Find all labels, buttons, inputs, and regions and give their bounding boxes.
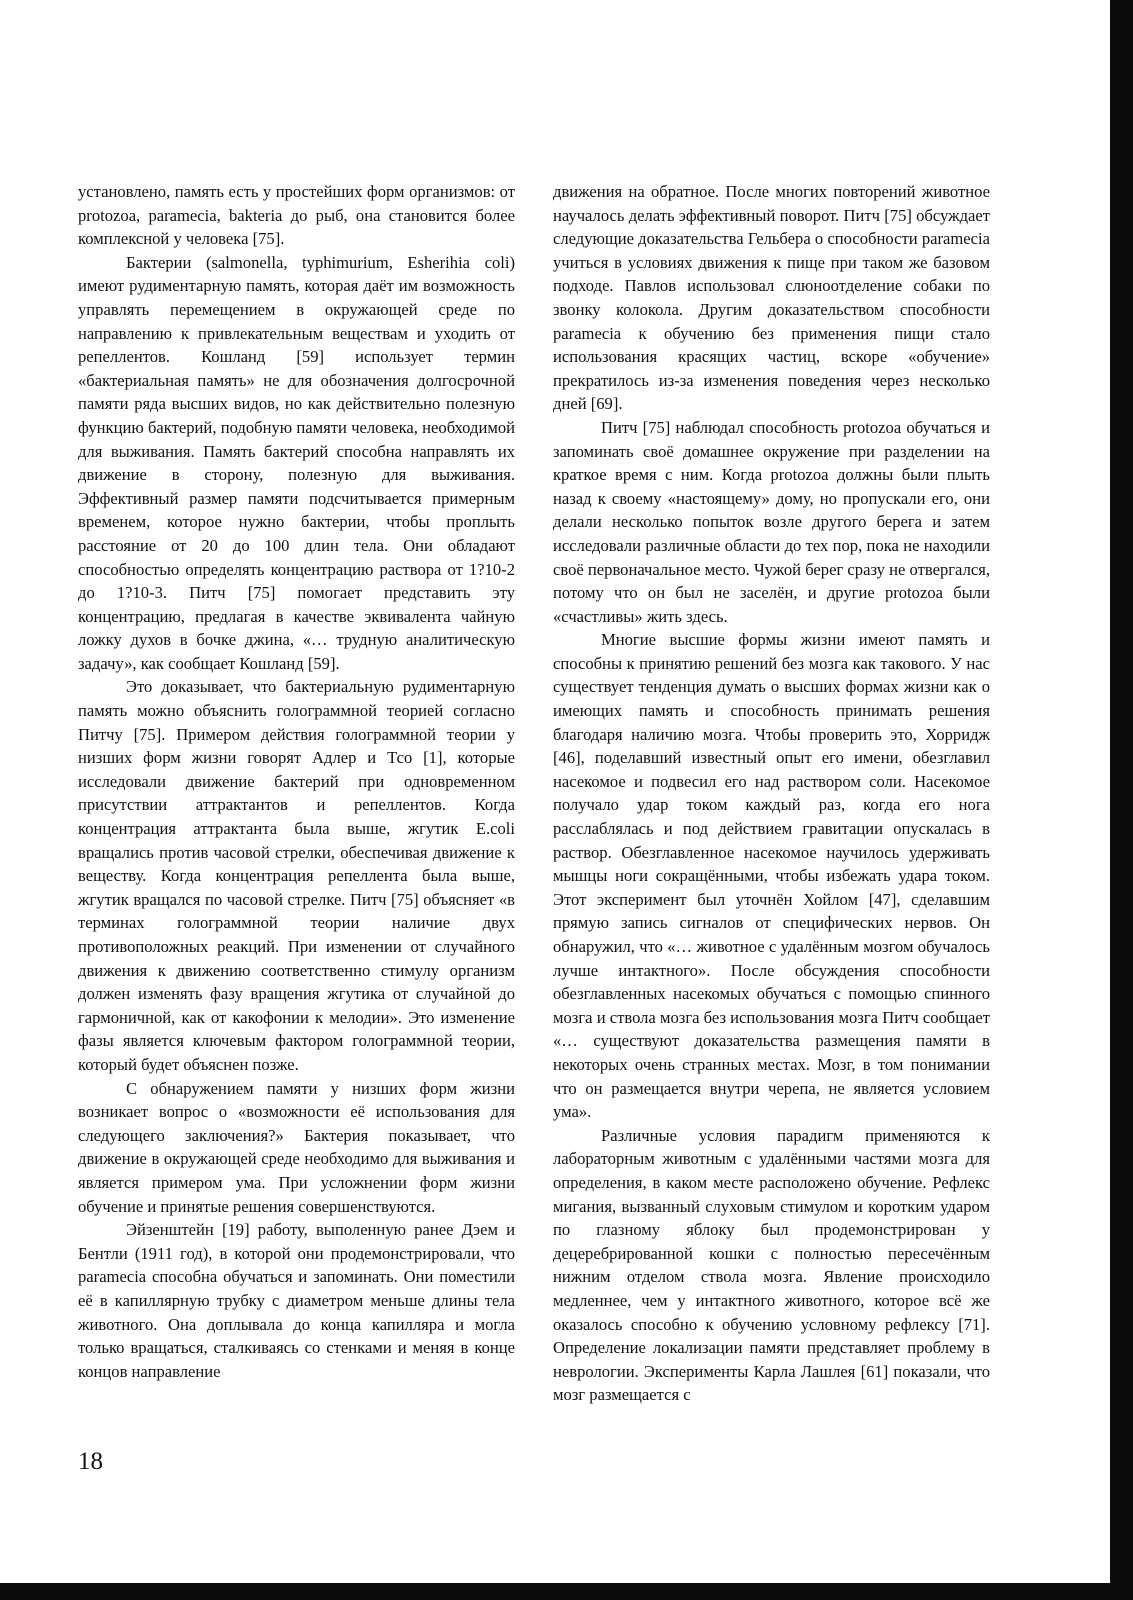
paragraph: Многие высшие формы жизни имеют память и способны к принятию решений без мозга как такового. У нас существует тенденция думать о высших формах жизни как о имеющих память и способность принимать решения благодаря наличию мозга. Чтобы проверить это, Хорридж [46], поделавший известный опыт его имени, обезглавил насекомое и подвесил его над раствором соли. Насекомое получало удар током каждый раз, когда его нога расслаблялась и под действием гравитации опускалась в раствор. Обезглавленное насекомое научилось удерживать мышцы ноги сокращёнными, чтобы избежать удара током. Этот эксперимент был уточнён Хойлом [47], сделавшим прямую запись сигналов от специфических нервов. Он обнаружил, что «… животное с удалённым мозгом обучалось лучше интактного». После обсуждения способности обезглавленных насекомых обучаться с помощью спинного мозга и ствола мозга без использования мозга Питч сообщает «… существуют доказательства размещения памяти в некоторых очень странных местах. Мозг, в том понимании что он размещается внутри черепа, не является условием ума». [553, 630, 990, 1122]
right-column [553, 180, 990, 1407]
paragraph: Бактерии (salmonella, typhimurium, Esherihia coli) имеют рудиментарную память, которая даёт им возможность управлять перемещением в окружающей среде по направлению к привлекательным веществам и уходить от репеллентов. Кошланд [59] использует термин «бактериальная память» не для обозначения долгосрочной памяти ряда высших видов, но как действительно полезную функцию бактерий, подобную памяти человека, необходимой для выживания. Память бактерий способна направлять их движение в сторону, полезную для выживания. Эффективный размер памяти подсчитывается примерным временем, которое нужно бактерии, чтобы проплыть расстояние от 20 до 100 длин тела. Они обладают способностью определять концентрацию раствора от 1?10-2 до 1?10-3. Питч [75] помогает представить эту концентрацию, предлагая в качестве эквивалента чайную ложку духов в бочке джина, «… трудную аналитическую задачу», как сообщает Кошланд [59]. [78, 252, 515, 673]
paragraph: Это доказывает, что бактериальную рудиментарную память можно объяснить голограммной теорией согласно Питчу [75]. Примером действия голограммной теории у низших форм жизни говорят Адлер и Тсо [1], которые исследовали движение бактерий при одновременном присутствии аттрактантов и репеллентов. Когда концентрация аттрактанта была выше, жгутик E.coli вращались против часовой стрелки, обеспечивая движение к веществу. Когда концентрация репеллента была выше, жгутик вращался по часовой стрелке. Питч [75] объясняет «в терминах голограммной теории наличие двух противоположных реакций. При изменении от случайного движения к движению соответственно стимулу организм должен изменять фазу вращения жгутика от случайной до гармоничной, как от какофонии к мелодии». Это изменение фазы является ключевым фактором голограммной теории, который будет объяснен позже. [78, 677, 515, 1074]
left-column [78, 180, 515, 1383]
page-number: 18 [78, 1448, 103, 1475]
paragraph: Питч [75] наблюдал способность protozoa обучаться и запоминать своё домашнее окружение при разделении на краткое время с ним. Когда protozoa должны были плыть назад к своему «настоящему» дому, но пропускали его, они делали несколько попыток возле другого берега и затем исследовали различные области до тех пор, пока не находили своё первоначальное место. Чужой берег сразу не отвергался, потому что он был не заселён, и другие protozoa были «счастливы» жить здесь. [553, 417, 990, 626]
scan-right-border [1110, 0, 1133, 1600]
paragraph: Эйзенштейн [19] работу, выполенную ранее Дэем и Бентли (1911 год), в которой они продемонстрировали, что paramecia способна обучаться и запоминать. Они поместили её в капиллярную трубку с диаметром меньше длины тела животного. Она доплывала до конца капилляра и могла только вращаться, сталкиваясь со стенками и меняя в конце концов направление [78, 1220, 515, 1381]
paragraph: Различные условия парадигм применяются к лабораторным животным с удалёнными частями мозга для определения, в каком месте расположено обучение. Рефлекс мигания, вызванный слуховым стимулом и коротким ударом по глазному яблоку был продемонстрирован у децеребрированной кошки с полностью пересечённым нижним отделом ствола мозга. Явление происходило медленнее, чем у интактного животного, которое всё же оказалось способно к обучению условному рефлексу [71]. Определение локализации памяти представляет проблему в неврологии. Эксперименты Карла Лашлея [61] показали, что мозг размещается с [553, 1125, 990, 1405]
paragraph: С обнаружением памяти у низших форм жизни возникает вопрос о «возможности её использования для следующего заключения?» Бактерия показывает, что движение в окружающей среде необходимо для выживания и является примером ума. При усложнении форм жизни обучение и принятые решения совершенствуются. [78, 1078, 515, 1216]
paragraph: движения на обратное. После многих повторений животное научалось делать эффективный поворот. Питч [75] обсуждает следующие доказательства Гельбера о способности paramecia учиться в условиях движения к пище при таком же базовом подходе. Павлов использовал слюноотделение собаки по звонку колокола. Другим доказательством способности paramecia к обучению без применения пищи стало использования красящих частиц, вскоре «обучение» прекратилось из-за изменения поведения через несколько дней [69]. [553, 182, 990, 414]
paragraph: установлено, память есть у простейших форм организмов: от protozoa, paramecia, bakteria до рыб, она становится более комплексной у человека [75]. [78, 182, 515, 249]
scan-bottom-border [0, 1583, 1133, 1600]
